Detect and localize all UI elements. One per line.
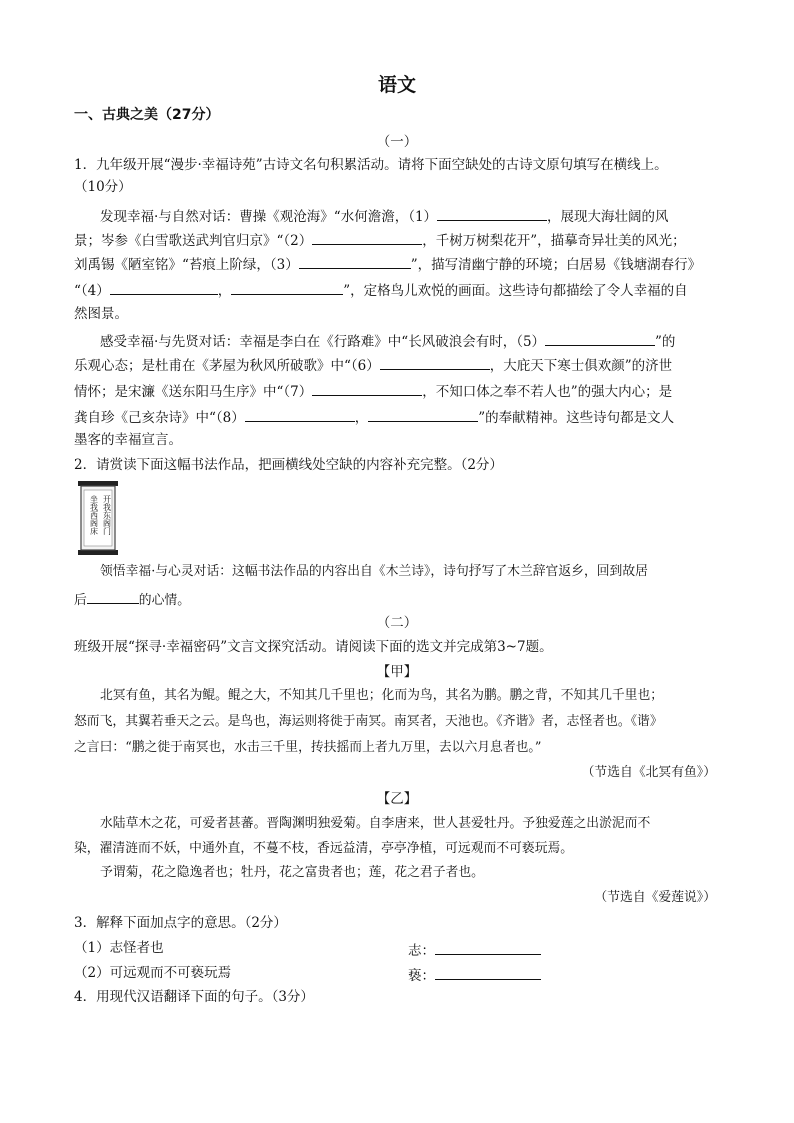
q3-answer-1: 志： [408,939,541,959]
q1-para-7: 乐观心态；是杜甫在《茅屋为秋风所破歌》中“（6） ，大庇天下寒士俱欢颜”的济世 [74,355,724,375]
q3-answer-2: 亵： [408,964,541,984]
part-one-label: （一） [376,134,418,150]
q2-stem: 2．请赏读下面这幅书法作品，把画横线处空缺的内容补充完整。（2分） [74,457,503,473]
section-heading-classical: 一、古典之美（27分） [74,107,220,123]
answer-blank-7[interactable] [312,381,422,396]
calligraphy-scroll-image [74,481,122,555]
q3-item-2: （2）可远观而不可亵玩焉 [74,965,232,981]
answer-blank-8a[interactable] [245,407,355,422]
answer-blank-2[interactable] [312,230,422,245]
q1-para-6: 感受幸福·与先贤对话：幸福是李白在《行路难》中“长风破浪会有时，（5） ”的 [74,331,724,351]
passage-yi-line-3: 予谓菊，花之隐逸者也；牡丹，花之富贵者也；莲，花之君子者也。 [100,865,484,880]
q2-text-2: 后 的心情。 [74,589,724,610]
answer-blank-5[interactable] [545,331,655,346]
answer-blank-xie[interactable] [435,965,541,980]
q3-item-1: （1）志怪者也 [74,940,164,956]
calligraphy-scroll [74,481,122,555]
answer-blank-6[interactable] [380,355,490,370]
part-two-label: （二） [376,615,418,631]
passage-jia-line-1: 北冥有鱼，其名为鲲。鲲之大，不知其几千里也；化而为鸟，其名为鹏。鹏之背，不知其几千里也； [100,688,664,703]
q1-para-10: 墨客的幸福宣言。 [74,432,182,448]
passage-yi-source: （节选自《爱莲说》） [594,890,716,905]
passage-jia-source: （节选自《北冥有鱼》） [581,765,716,780]
q1-para-9: 龚自珍《己亥杂诗》中“（8） ， ”的奉献精神。这些诗句都是文人 [74,407,724,427]
answer-blank-8b[interactable] [368,407,478,422]
answer-blank-4b[interactable] [231,280,343,295]
q1-para-4: “（4） ， ”，定格鸟儿欢悦的画面。这些诗句都描绘了令人幸福的自 [74,280,724,300]
part-two-intro: 班级开展“探寻·幸福密码”文言文探究活动。请阅读下面的选文并完成第3~7题。 [74,639,553,655]
answer-blank-zhi[interactable] [435,940,541,955]
passage-jia-line-2: 怒而飞，其翼若垂天之云。是鸟也，海运则将徙于南冥。南冥者，天池也。《齐谐》者，志怪者也。《谐》 [74,714,663,729]
q3-stem: 3．解释下面加点字的意思。（2分） [74,915,287,931]
q1-stem: 1．九年级开展“漫步·幸福诗苑”古诗文名句积累活动。请将下面空缺处的古诗文原句填写在横线上。 [74,157,668,173]
passage-jia-label: 【甲】 [376,664,418,680]
q1-para-8: 情怀；是宋濂《送东阳马生序》中“（7） ，不知口体之奉不若人也”的强大内心；是 [74,381,724,401]
passage-yi-label: 【乙】 [376,791,418,807]
page-title: 语文 [377,74,416,96]
answer-blank-4a[interactable] [110,280,218,295]
answer-blank-q2[interactable] [87,589,139,604]
q1-para-3: 刘禹锡《陋室铭》“苔痕上阶绿，（3） ”，描写清幽宁静的环境；白居易《钱塘湖春行》 [74,254,724,274]
calligraphy-text-right: 开我东阁门 [102,495,112,535]
passage-jia-line-3: 之言曰：“鹏之徙于南冥也，水击三千里，抟扶摇而上者九万里，去以六月息者也。” [74,740,542,755]
answer-blank-1[interactable] [437,206,547,221]
q1-para-1: 发现幸福·与自然对话：曹操《观沧海》“水何澹澹，（1） ，展现大海壮阔的风 [74,206,724,226]
q1-para-5: 然图景。 [74,306,128,322]
answer-blank-3[interactable] [299,254,411,269]
passage-yi-line-2: 染，濯清涟而不妖，中通外直，不蔓不枝，香远益清，亭亭净植，可远观而不可亵玩焉。 [74,841,574,856]
calligraphy-text-left: 坐我西阁床 [89,495,99,535]
q1-para-2: 景；岑参《白雪歌送武判官归京》“（2） ，千树万树梨花开”，描摹奇异壮美的风光； [74,230,724,250]
passage-yi-line-1: 水陆草木之花，可爱者甚蕃。晋陶渊明独爱菊。自李唐来，世人甚爱牡丹。予独爱莲之出淤泥而不 [100,816,651,831]
q1-score: （10分） [74,179,132,195]
q2-text-1: 领悟幸福·与心灵对话：这幅书法作品的内容出自《木兰诗》，诗句抒写了木兰辞官返乡，回到故居 [100,564,648,579]
q4-stem: 4．用现代汉语翻译下面的句子。（3分） [74,989,314,1005]
